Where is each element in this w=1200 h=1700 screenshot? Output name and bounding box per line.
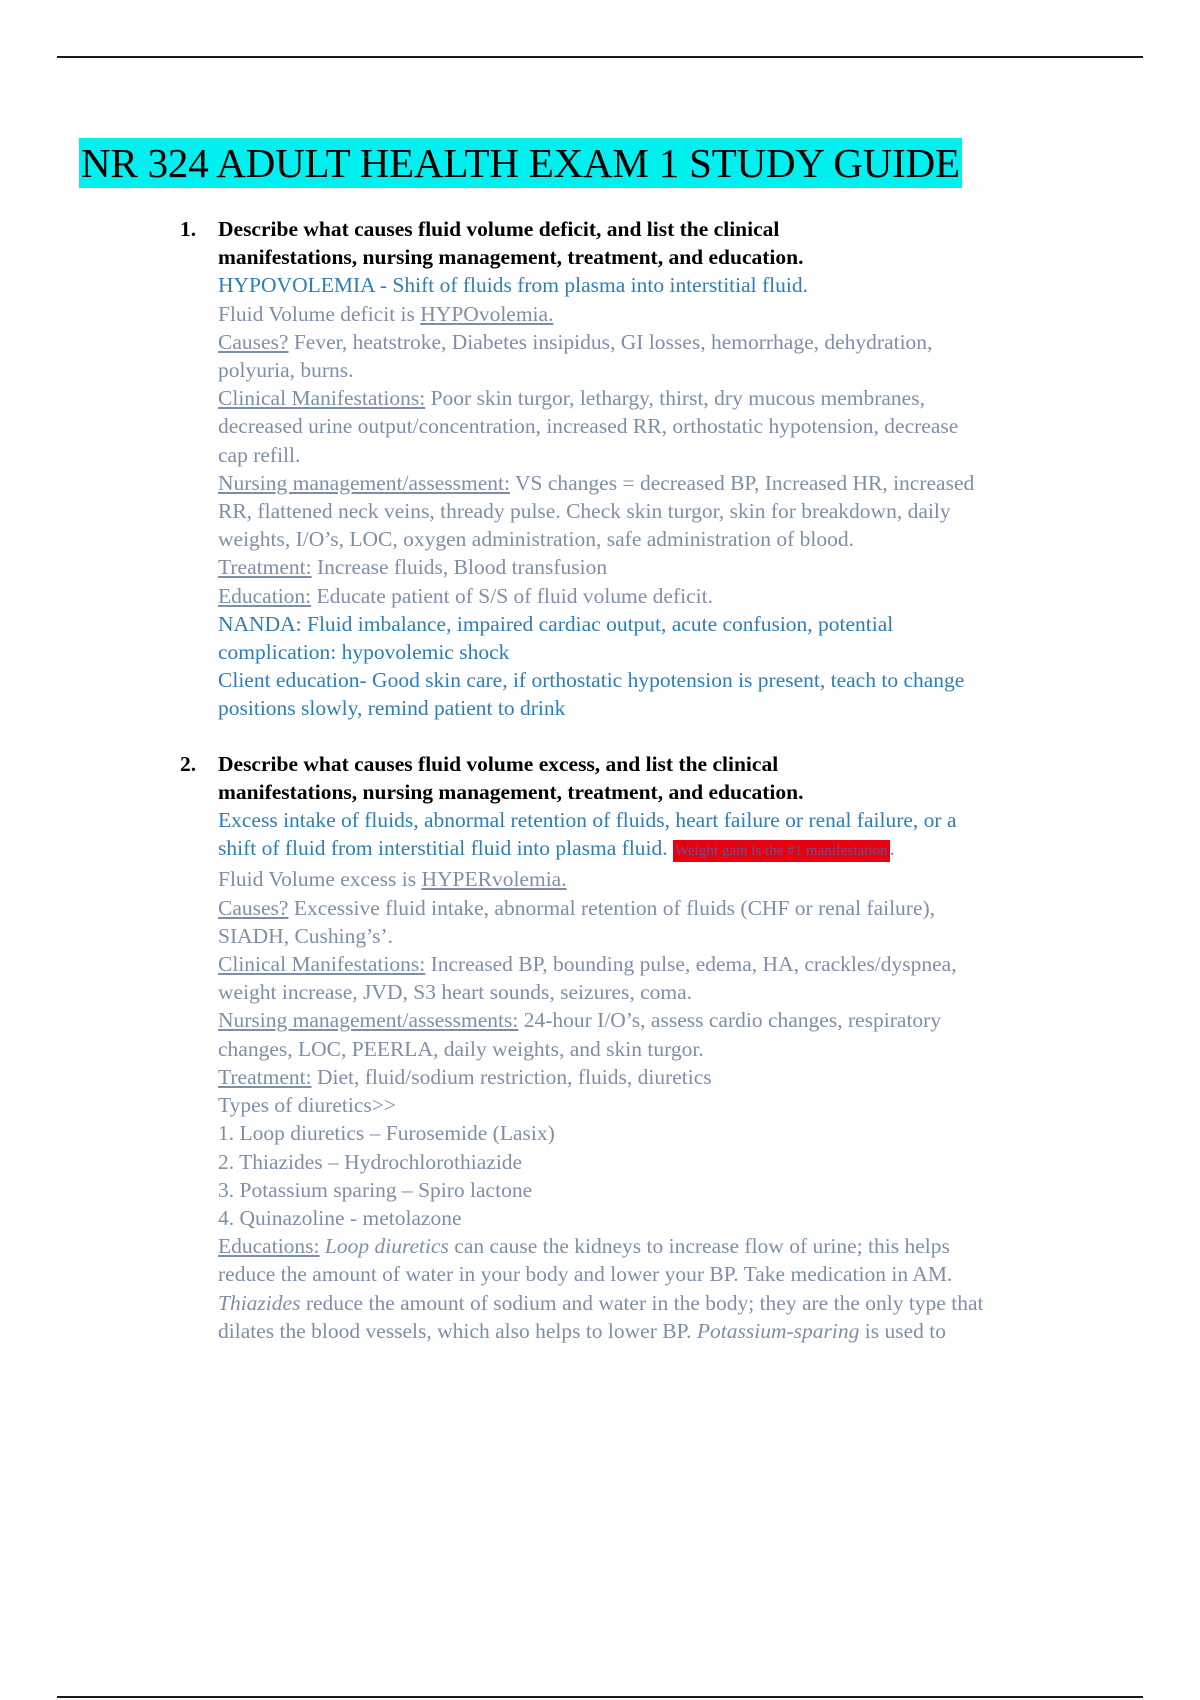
excess-description-line-2 [218, 834, 1080, 865]
q1-nursing-text-3: weights, I/O’s, LOC, oxygen administration, safe administration of blood. [218, 527, 854, 552]
q2-causes [218, 894, 1080, 922]
diuretic-item: 1. Loop diuretics – Furosemide (Lasix) [218, 1121, 555, 1146]
q1-education-text: Educate patient of S/S of fluid volume deficit. [311, 583, 713, 608]
hypovolemia-definition: HYPOVOLEMIA - Shift of fluids from plasma into interstitial fluid. [218, 273, 809, 298]
q1-clinical-text-2: decreased urine output/concentration, increased RR, orthostatic hypotension, decrease [218, 414, 959, 439]
q2-edu-text-4: dilates the blood vessels, which also helps to lower BP. [218, 1318, 697, 1343]
deficit-definition [218, 300, 1080, 328]
q1-treatment-label: Treatment: [218, 555, 312, 580]
question-2-line-1: Describe what causes fluid volume excess, and list the clinical [218, 751, 779, 776]
q1-nanda-line-1: NANDA: Fluid imbalance, impaired cardiac output, acute confusion, potential [218, 611, 894, 636]
q2-treatment-text: Diet, fluid/sodium restriction, fluids, diuretics [311, 1064, 712, 1089]
highlighted-manifestation: Weight gain is the #1 manifestation [673, 840, 890, 862]
excess-term: HYPERvolemia. [421, 867, 567, 892]
q1-causes-label: Causes? [218, 329, 289, 354]
q1-clinical [218, 384, 1080, 412]
q2-causes-label: Causes? [218, 895, 289, 920]
q1-nursing-text-2: RR, flattened neck veins, thready pulse. Check skin turgor, skin for breakdown, daily [218, 499, 951, 524]
excess-description-line-1: Excess intake of fluids, abnormal retention of fluids, heart failure or renal failure, or a [218, 808, 957, 833]
thiazides-term: Thiazides [218, 1290, 301, 1315]
q1-education-label: Education: [218, 583, 312, 608]
q1-clinical-text-3: cap refill. [218, 442, 301, 467]
q2-clinical-text-1: Increased BP, bounding pulse, edema, HA, crackles/dyspnea, [425, 952, 957, 977]
highlight-period: . [889, 836, 895, 861]
q2-edu-line-4 [218, 1317, 1080, 1345]
question-2-line-2: manifestations, nursing management, treatment, and education. [218, 779, 804, 804]
q2-educations [218, 1232, 1080, 1260]
q2-edu-text-3: reduce the amount of sodium and water in the body; they are the only type that [300, 1290, 984, 1315]
page-title: NR 324 ADULT HEALTH EXAM 1 STUDY GUIDE [81, 140, 960, 186]
q1-causes [218, 328, 1080, 356]
q2-clinical-label: Clinical Manifestations: [218, 952, 426, 977]
q1-client-education-line-2: positions slowly, remind patient to drink [218, 696, 566, 721]
q2-treatment [218, 1063, 1080, 1091]
q1-treatment [218, 553, 1080, 581]
bottom-rule [57, 1696, 1143, 1698]
excess-prefix: Fluid Volume excess is [218, 867, 422, 892]
q2-treatment-label: Treatment: [218, 1064, 312, 1089]
question-2 [180, 750, 1080, 1345]
potassium-sparing-term: Potassium-sparing [696, 1318, 860, 1343]
q1-client-education-line-1: Client education- Good skin care, if orthostatic hypotension is present, teach to change [218, 668, 965, 693]
q1-nursing-label: Nursing management/assessment: [218, 470, 510, 495]
q2-nursing-text-2: changes, LOC, PEERLA, daily weights, and skin turgor. [218, 1036, 704, 1061]
deficit-prefix: Fluid Volume deficit is [218, 301, 421, 326]
excess-description-text: shift of fluid from interstitial fluid into plasma fluid. [218, 836, 674, 861]
q2-causes-text-1: Excessive fluid intake, abnormal retention of fluids (CHF or renal failure), [288, 895, 936, 920]
question-1 [180, 215, 1080, 723]
q1-nursing [218, 469, 1080, 497]
q1-causes-text-1: Fever, heatstroke, Diabetes insipidus, GI losses, hemorrhage, dehydration, [288, 329, 933, 354]
q2-edu-text-5: is used to [859, 1318, 946, 1343]
q2-clinical [218, 950, 1080, 978]
top-rule [57, 56, 1143, 58]
q2-edu-text-1: can cause the kidneys to increase flow of urine; this helps [448, 1234, 950, 1259]
question-1-line-2: manifestations, nursing management, treatment, and education. [218, 245, 804, 270]
q2-clinical-text-2: weight increase, JVD, S3 heart sounds, seizures, coma. [218, 980, 693, 1005]
q2-educations-label: Educations: [218, 1234, 320, 1259]
q2-nursing-text-1: 24-hour I/O’s, assess cardio changes, respiratory [518, 1008, 942, 1033]
study-guide-content [180, 215, 1080, 1345]
q2-edu-text-2: reduce the amount of water in your body and lower your BP. Take medication in AM. [218, 1262, 953, 1287]
q2-causes-text-2: SIADH, Cushing’s’. [218, 923, 394, 948]
deficit-term: HYPOvolemia. [420, 301, 554, 326]
q2-nursing-label: Nursing management/assessments: [218, 1008, 519, 1033]
q1-clinical-label: Clinical Manifestations: [218, 386, 426, 411]
q1-education [218, 582, 1080, 610]
q1-clinical-text-1: Poor skin turgor, lethargy, thirst, dry mucous membranes, [425, 386, 925, 411]
q1-treatment-text: Increase fluids, Blood transfusion [311, 555, 608, 580]
question-1-number: 1. [180, 217, 197, 241]
q1-nanda-line-2: complication: hypovolemic shock [218, 640, 510, 665]
q2-edu-line-3 [218, 1289, 1080, 1317]
question-2-number: 2. [180, 751, 197, 776]
loop-diuretics-term: Loop diuretics [324, 1234, 449, 1259]
q2-nursing [218, 1006, 1080, 1034]
diuretic-item: 2. Thiazides – Hydrochlorothiazide [218, 1149, 523, 1174]
question-1-line-1: Describe what causes fluid volume deficit, and list the clinical [218, 217, 780, 241]
excess-definition [218, 865, 1080, 893]
title-container [79, 138, 962, 188]
q1-nursing-text-1: VS changes = decreased BP, Increased HR, increased [509, 470, 975, 495]
diuretic-item: 4. Quinazoline - metolazone [218, 1205, 462, 1230]
diuretic-item: 3. Potassium sparing – Spiro lactone [218, 1177, 533, 1202]
diuretics-header: Types of diuretics>> [218, 1093, 396, 1118]
q1-causes-text-2: polyuria, burns. [218, 358, 354, 383]
